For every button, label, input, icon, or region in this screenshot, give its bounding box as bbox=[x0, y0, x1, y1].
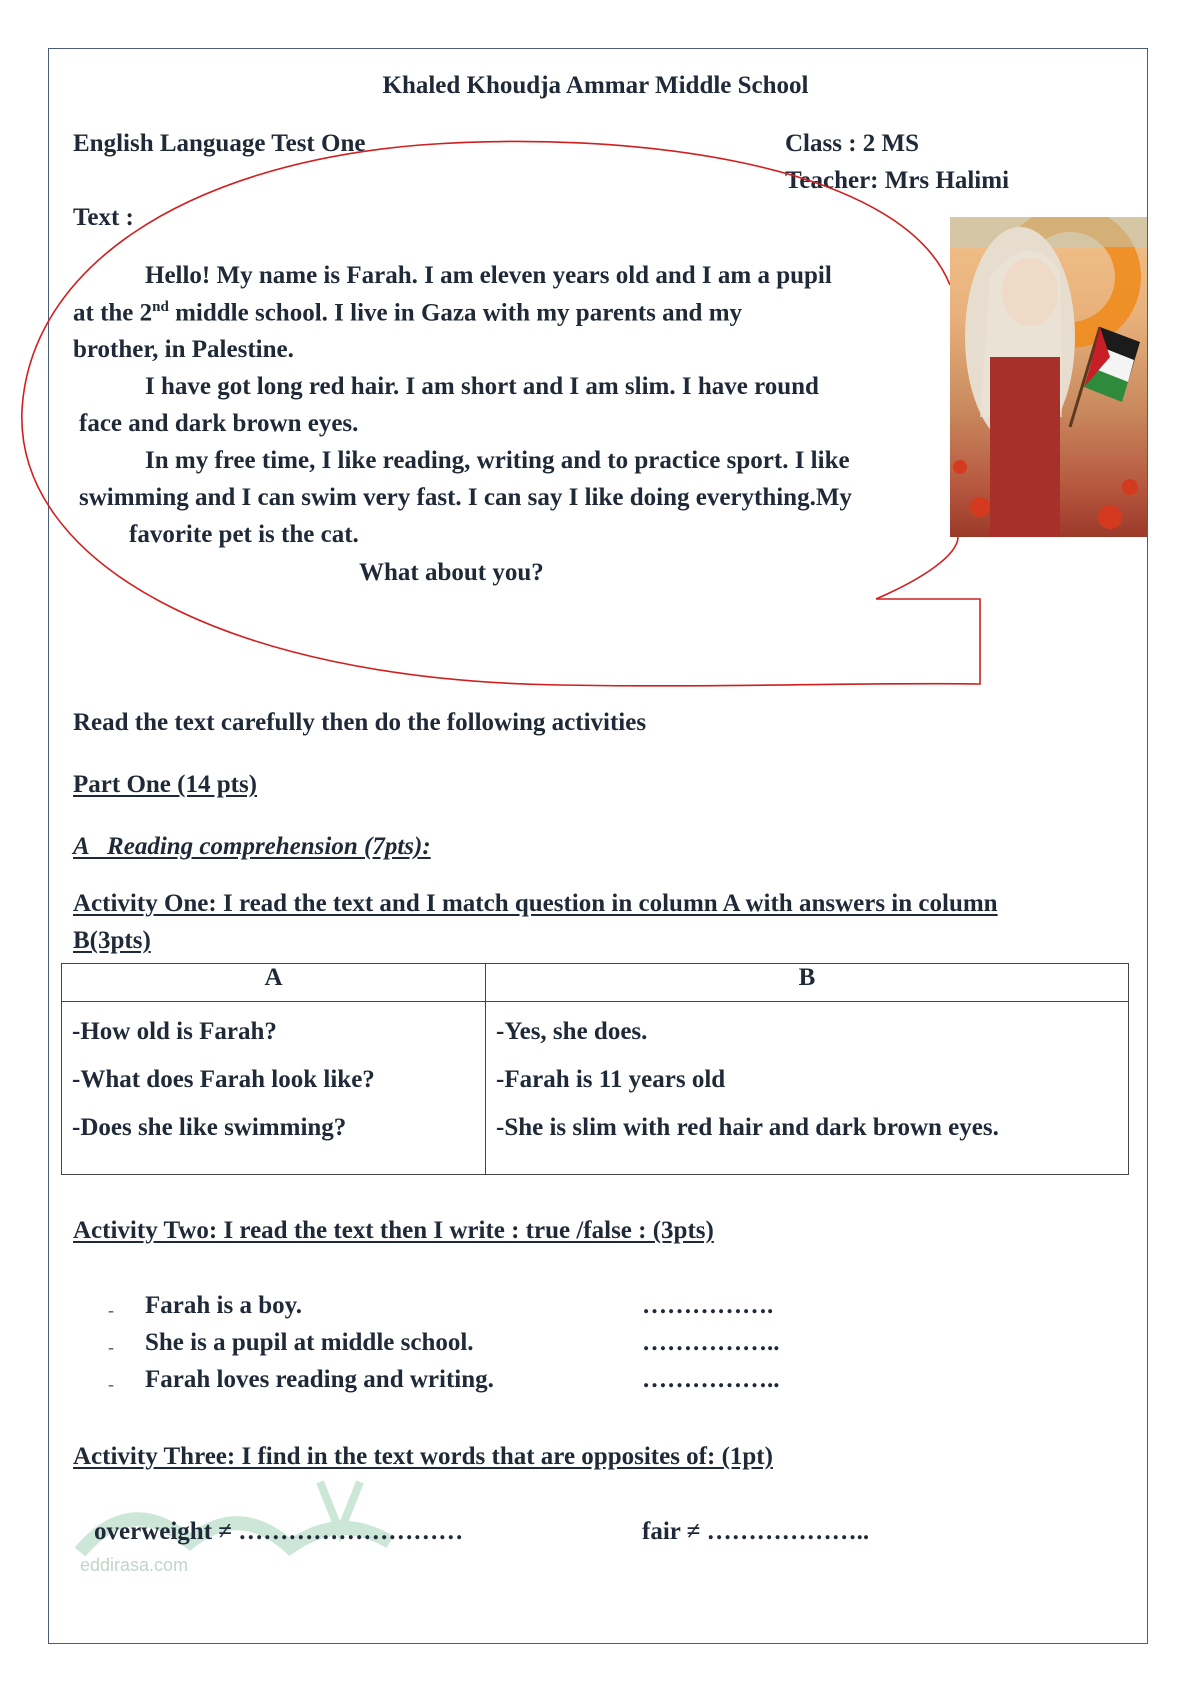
opposite-item-2[interactable]: fair ≠ ……………….. bbox=[642, 1518, 870, 1545]
text-p2-line2: face and dark brown eyes. bbox=[79, 410, 359, 437]
column-b-header: B bbox=[486, 964, 1129, 1002]
opposite-item-1[interactable]: overweight ≠ ……………………… bbox=[94, 1518, 464, 1545]
question-item: -What does Farah look like? bbox=[72, 1066, 375, 1093]
part-one-heading: Part One (14 pts) bbox=[73, 771, 257, 798]
text-p3-line1: In my free time, I like reading, writing and to practice sport. I like bbox=[145, 447, 850, 474]
tf-answer-blank[interactable]: …………….. bbox=[642, 1366, 780, 1393]
column-a-cell bbox=[62, 1002, 486, 1175]
text-p1-line2 bbox=[73, 299, 742, 327]
ordinal-sup: nd bbox=[152, 299, 169, 315]
activity-one-title: Activity One: I read the text and I match question in column A with answers in column bbox=[73, 890, 998, 917]
instructions: Read the text carefully then do the following activities bbox=[73, 709, 647, 736]
question-item: -Does she like swimming? bbox=[72, 1114, 347, 1141]
answer-item: -Farah is 11 years old bbox=[496, 1066, 726, 1093]
text-p3-line2: swimming and I can swim very fast. I can say I like doing everything.My bbox=[79, 484, 852, 511]
tf-statement: Farah is a boy. bbox=[145, 1292, 302, 1319]
answer-item: -Yes, she does. bbox=[496, 1018, 648, 1045]
bullet-dash: - bbox=[108, 1374, 114, 1394]
column-b-cell bbox=[486, 1002, 1129, 1175]
activity-one-title-cont: B(3pts) bbox=[73, 927, 151, 954]
test-title: English Language Test One bbox=[73, 130, 366, 157]
matching-table bbox=[61, 963, 1129, 1175]
tf-answer-blank[interactable]: …………….. bbox=[642, 1329, 780, 1356]
column-a-header: A bbox=[62, 964, 486, 1002]
question-item: -How old is Farah? bbox=[72, 1018, 277, 1045]
text-p2-line1: I have got long red hair. I am short and I am slim. I have round bbox=[145, 373, 819, 400]
text-p1-line2-pre: at the 2 bbox=[73, 299, 153, 327]
teacher-label: Teacher: Mrs Halimi bbox=[785, 167, 1010, 194]
activity-three-title: Activity Three: I find in the text words that are opposites of: (1pt) bbox=[73, 1443, 773, 1470]
text-label: Text : bbox=[73, 204, 134, 231]
tf-statement: She is a pupil at middle school. bbox=[145, 1329, 474, 1356]
text-p3-line3: favorite pet is the cat. bbox=[129, 521, 359, 548]
bullet-dash: - bbox=[108, 1337, 114, 1357]
answer-item: -She is slim with red hair and dark brown eyes. bbox=[496, 1114, 999, 1141]
watermark-text: eddirasa.com bbox=[80, 1555, 189, 1575]
section-a-heading: A Reading comprehension (7pts): bbox=[73, 833, 431, 860]
bullet-dash: - bbox=[108, 1300, 114, 1320]
tf-answer-blank[interactable]: ……………. bbox=[642, 1292, 774, 1319]
class-label: Class : 2 MS bbox=[785, 130, 920, 157]
text-closing: What about you? bbox=[359, 559, 544, 586]
school-name: Khaled Khoudja Ammar Middle School bbox=[382, 72, 809, 99]
tf-statement: Farah loves reading and writing. bbox=[145, 1366, 494, 1393]
text-p1-line1: Hello! My name is Farah. I am eleven years old and I am a pupil bbox=[145, 262, 832, 289]
activity-two-title: Activity Two: I read the text then I write : true /false : (3pts) bbox=[73, 1217, 714, 1244]
text-p1-line2-post: middle school. I live in Gaza with my parents and my bbox=[168, 299, 743, 327]
text-p1-line3: brother, in Palestine. bbox=[73, 336, 294, 363]
girl-with-flag-image bbox=[950, 217, 1147, 537]
